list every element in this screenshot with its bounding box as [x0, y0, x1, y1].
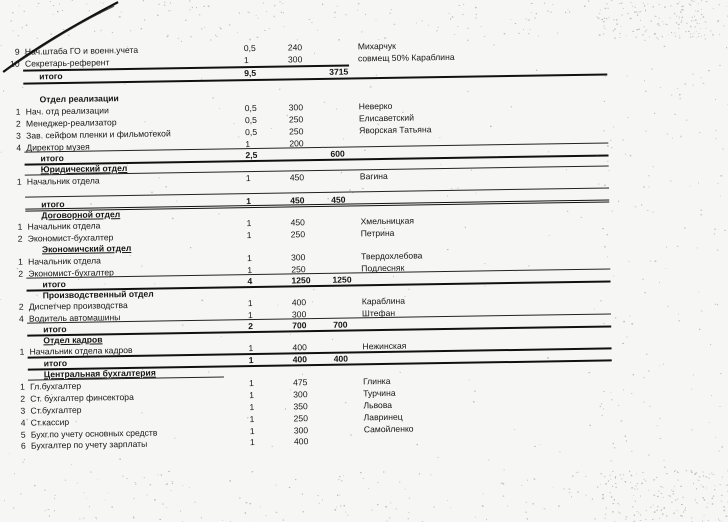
position-name: итого — [43, 357, 68, 369]
staff-units: 2,5 — [245, 149, 258, 161]
row-number: 2 — [20, 393, 26, 404]
position-name: итого — [41, 199, 65, 210]
staff-units: 1 — [247, 253, 252, 264]
position-name: Начальник отдела кадров — [29, 344, 133, 357]
row-number: 3 — [20, 405, 26, 416]
position-name: Отдел реализации — [39, 93, 119, 105]
employee-name: Петрина — [360, 227, 395, 239]
row-number: 1 — [15, 106, 21, 117]
row-number: 2 — [18, 301, 24, 312]
row-number: 1 — [19, 381, 25, 392]
position-name: итого — [39, 71, 63, 82]
staff-units: 0,5 — [243, 42, 256, 54]
row-number: 3 — [16, 130, 21, 141]
staff-units: 1 — [249, 414, 255, 425]
staff-units: 1 — [246, 230, 252, 241]
row-number: 1 — [17, 221, 23, 232]
staff-units: 1 — [246, 218, 252, 229]
position-name: Начальник отдела — [26, 175, 100, 187]
position-name: Водитель автомашины — [28, 312, 121, 324]
employee-name: Глинка — [362, 375, 391, 387]
employee-name: Штефан — [361, 307, 396, 319]
position-name: Диспетчер производства — [28, 300, 128, 312]
employee-name: Михарчук — [357, 40, 396, 52]
position-name: Бухгалтер по учету зарплаты — [30, 438, 148, 451]
position-name: Отдел кадров — [43, 334, 103, 346]
staff-units: 2 — [248, 321, 254, 332]
position-name: Менеджер-реализатор — [25, 117, 117, 129]
employee-name: Нежинская — [362, 340, 407, 352]
department-total: 3715 — [329, 66, 349, 77]
row-number: 4 — [20, 417, 26, 428]
row-number: 9 — [14, 46, 20, 57]
position-name: Начальник отдела — [28, 255, 101, 267]
staff-units: 1 — [247, 310, 253, 321]
department-total: 450 — [331, 194, 346, 205]
row-number: 2 — [18, 268, 24, 279]
position-name: Экономист-бухгалтер — [27, 232, 114, 244]
position-name: итого — [42, 279, 66, 290]
position-name: Гл.бухгалтер — [29, 380, 82, 392]
salary: 300 — [293, 425, 309, 436]
employee-name: Караблина — [361, 295, 406, 307]
row-number: 1 — [18, 256, 23, 267]
staff-units: 1 — [245, 173, 251, 184]
position-name: Нач. отд реализации — [25, 105, 109, 117]
employee-name: Львова — [363, 399, 393, 411]
salary: 450 — [290, 217, 305, 228]
staff-units: 1 — [248, 378, 254, 389]
staff-units: 4 — [247, 276, 253, 287]
salary: 300 — [288, 102, 304, 113]
employee-name: Турчина — [363, 387, 396, 399]
employee-name: Неверко — [358, 100, 393, 112]
row-number: 4 — [18, 313, 24, 324]
staff-units: 1 — [243, 55, 249, 66]
employee-name: Твердохлебова — [360, 250, 423, 262]
position-name: Юридический отдел — [40, 163, 128, 175]
employee-name: Хмельницкая — [360, 215, 415, 227]
position-name: Договорной отдел — [41, 209, 121, 221]
staff-units: 1 — [245, 139, 251, 150]
staff-units: 9,5 — [244, 67, 257, 79]
row-number: 5 — [20, 429, 26, 440]
salary: 240 — [287, 42, 303, 53]
staff-units: 0,5 — [244, 114, 257, 126]
salary: 200 — [289, 138, 304, 149]
staff-units: 1 — [248, 343, 254, 354]
staff-units: 1 — [246, 196, 252, 207]
salary: 1250 — [291, 275, 311, 286]
salary: 475 — [292, 377, 308, 388]
salary: 450 — [290, 195, 305, 206]
salary: 250 — [288, 114, 304, 125]
row-number: 6 — [20, 440, 26, 451]
position-name: Экономист-бухгалтер — [28, 267, 114, 279]
staff-units: 1 — [248, 355, 254, 366]
salary: 400 — [292, 342, 307, 353]
row-number: 2 — [17, 233, 23, 244]
position-name: итого — [40, 153, 64, 164]
row-number: 1 — [19, 346, 25, 357]
salary: 300 — [287, 54, 303, 65]
salary: 300 — [293, 389, 308, 400]
salary: 700 — [292, 320, 307, 331]
salary: 400 — [291, 297, 307, 308]
position-name: Директор музея — [26, 141, 90, 153]
staff-units: 1 — [247, 265, 253, 276]
row-number: 1 — [16, 176, 22, 187]
employee-name: Подлесняк — [361, 262, 405, 274]
employee-name: совмещ 50% Караблина — [357, 51, 455, 64]
position-name: Бухг.по учету основных средств — [30, 427, 158, 440]
salary: 400 — [293, 436, 309, 447]
employee-name: Вагина — [359, 170, 388, 182]
position-name: Экономичский отдел — [41, 242, 132, 255]
position-name: Центральная бухгалтерия — [43, 367, 156, 380]
salary: 250 — [289, 126, 304, 137]
position-name: Ст.бухгалтер — [30, 404, 82, 416]
employee-name: Яворская Татьяна — [359, 124, 432, 136]
department-total: 700 — [333, 319, 348, 330]
staff-units: 1 — [249, 390, 255, 401]
position-name: Ст. бухгалтер финсектора — [30, 391, 134, 404]
position-name: Начальник отдела — [27, 220, 101, 232]
employee-name: Самойленко — [363, 423, 414, 435]
position-name: Секретарь-референт — [24, 57, 110, 69]
employee-name: Лавринец — [363, 411, 403, 423]
staff-units: 1 — [249, 437, 255, 448]
position-name: Зав. сейфом пленки и фильмотекой — [26, 128, 171, 141]
employee-name: Елисаветский — [358, 112, 415, 124]
salary: 250 — [291, 264, 306, 275]
position-name: итого — [43, 323, 67, 335]
salary: 250 — [290, 229, 306, 240]
salary: 450 — [289, 172, 305, 183]
salary: 300 — [291, 252, 306, 263]
salary: 300 — [291, 309, 307, 320]
position-name: Производственный отдел — [42, 288, 154, 301]
staff-units: 1 — [249, 426, 255, 437]
salary: 250 — [293, 413, 309, 424]
salary: 400 — [292, 354, 308, 365]
staff-units: 0,5 — [244, 102, 257, 114]
position-name: Ст.кассир — [30, 416, 70, 428]
row-number: 10 — [9, 58, 20, 69]
position-name: Нач.штаба ГО и военн.учета — [24, 44, 139, 57]
row-number: 4 — [16, 142, 22, 153]
row-number: 2 — [15, 118, 21, 129]
department-total: 600 — [330, 148, 345, 159]
staff-units: 0,5 — [245, 126, 258, 138]
department-total: 400 — [333, 353, 349, 364]
staff-units: 1 — [247, 298, 253, 309]
salary: 350 — [293, 401, 308, 412]
department-total: 1250 — [332, 274, 352, 285]
staff-units: 1 — [249, 402, 255, 413]
